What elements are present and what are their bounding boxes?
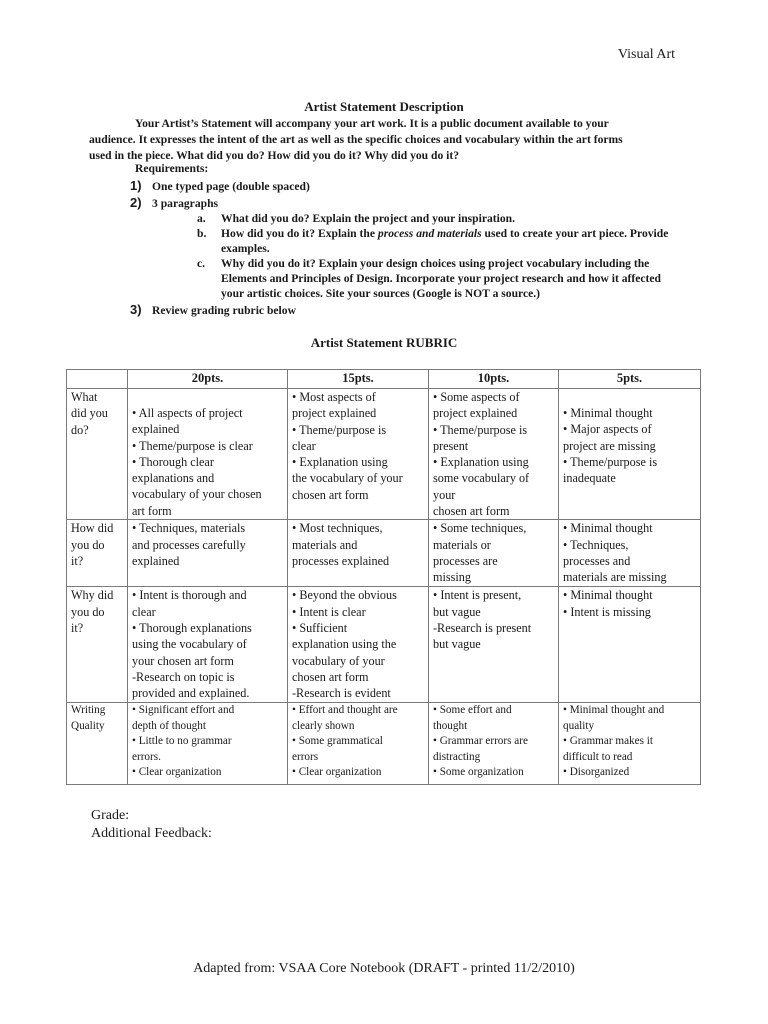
rubric-cell (128, 520, 288, 587)
rubric-cell-line: materials or (433, 537, 491, 552)
sub-requirement-text: How did you do it? Explain the process and materials used to create your art piece. Provide examples. (221, 227, 669, 255)
rubric-cell-line: inadequate (563, 471, 616, 486)
row-label-line: Why did (71, 588, 114, 603)
intro-paragraph (89, 116, 684, 164)
rubric-cell-line: but vague (433, 604, 481, 619)
rubric-row-label (67, 703, 128, 785)
requirement-number: 2) (130, 195, 142, 210)
rubric-title: Artist Statement RUBRIC (310, 335, 458, 350)
rubric-cell (128, 587, 288, 703)
row-label-line: it? (71, 620, 84, 635)
header-subject: Visual Art (617, 47, 675, 62)
row-label-line: What (71, 390, 98, 404)
sub-requirement-c (197, 256, 677, 301)
intro-line: Your Artist’s Statement will accompany your art work. It is a public document available to your (135, 117, 609, 130)
sub-requirement-text: What did you do? Explain the project and your inspiration. (221, 212, 515, 225)
requirement-item (130, 195, 218, 212)
rubric-cell-line: • Some aspects of (433, 390, 520, 404)
rubric-row (67, 703, 701, 785)
rubric-cell-line: materials are missing (563, 570, 667, 585)
rubric-row (67, 520, 701, 587)
rubric-cell-line: -Research on topic is (132, 669, 235, 684)
rubric-row (67, 389, 701, 520)
rubric-cell-line: -Research is evident (292, 686, 391, 701)
rubric-cell-line: provided and explained. (132, 686, 250, 701)
rubric-cell (288, 703, 429, 785)
rubric-cell-line: • Some organization (433, 766, 524, 779)
rubric-cell (559, 389, 701, 520)
row-label-line: How did (71, 521, 114, 536)
rubric-cell-line: • Some effort and (433, 704, 512, 717)
rubric-cell-line: • Minimal thought and (563, 704, 665, 717)
rubric-cell-line: depth of thought (132, 719, 206, 732)
rubric-cell-line: • Thorough clear (132, 454, 214, 469)
rubric-cell (559, 703, 701, 785)
requirement-number: 3) (130, 302, 142, 317)
rubric-cell-line: but vague (433, 637, 481, 652)
rubric-cell-line: clear (292, 438, 316, 453)
rubric-cell-line: vocabulary of your chosen (132, 487, 262, 502)
rubric-cell (559, 520, 701, 587)
rubric-cell-line: quality (563, 719, 595, 732)
feedback-label: Additional Feedback: (91, 826, 212, 841)
rubric-cell-line: • Some techniques, (433, 521, 527, 536)
rubric-header-cell (67, 370, 128, 389)
rubric-cell-line: • Intent is clear (292, 604, 366, 619)
rubric-row-label (67, 389, 128, 520)
row-label-line: do? (71, 422, 89, 437)
row-label-line: Writing (71, 704, 106, 717)
rubric-cell-line: • Minimal thought (563, 521, 653, 536)
rubric-cell-line: explanations and (132, 471, 215, 486)
rubric-cell-line: your chosen art form (132, 653, 234, 668)
rubric-cell-line: • Intent is missing (563, 604, 651, 619)
rubric-header-row (67, 370, 701, 389)
rubric-cell-line: project explained (433, 406, 518, 421)
rubric-cell-line: • Some grammatical (292, 735, 383, 748)
rubric-cell-line: processes are (433, 553, 498, 568)
rubric-cell-line: • Theme/purpose is clear (132, 438, 253, 453)
rubric-cell-line: • Minimal thought (563, 588, 653, 603)
row-label-line: it? (71, 553, 84, 568)
rubric-header-cell: 10pts. (429, 370, 559, 389)
rubric-cell-line: and processes carefully (132, 537, 246, 552)
rubric-cell (429, 703, 559, 785)
rubric-cell-line: • Beyond the obvious (292, 588, 397, 603)
rubric-cell-line: clearly shown (292, 719, 355, 732)
requirement-text: Review grading rubric below (152, 304, 296, 317)
rubric-cell (559, 587, 701, 703)
rubric-cell-line: • Explanation using (292, 455, 388, 470)
requirement-item (130, 178, 310, 195)
row-label-line: you do (71, 537, 105, 552)
grade-label: Grade: (91, 808, 130, 823)
rubric-cell-line: errors. (132, 750, 161, 763)
sub-requirement-letter: b. (197, 227, 207, 240)
sub-requirement-a (197, 211, 677, 226)
rubric-cell-line: • Clear organization (292, 766, 382, 779)
rubric-cell-line: errors (292, 750, 319, 763)
intro-line: used in the piece. What did you do? How did you do it? Why did you do it? (89, 149, 460, 162)
rubric-cell-line: • Intent is thorough and (132, 588, 247, 603)
requirements-label: Requirements: (135, 162, 209, 175)
rubric-cell (288, 389, 429, 520)
rubric-cell-line: • Grammar errors are (433, 735, 528, 748)
rubric-cell-line: art form (132, 503, 172, 518)
rubric-cell-line: • Techniques, (563, 537, 629, 552)
rubric-cell (288, 587, 429, 703)
requirement-number: 1) (130, 178, 142, 193)
rubric-cell-line: • All aspects of project (132, 406, 243, 420)
row-label-line: Quality (71, 719, 105, 732)
sub-requirement-letter: a. (197, 212, 206, 225)
rubric-cell-line: using the vocabulary of (132, 637, 247, 652)
rubric-cell-line: • Significant effort and (132, 704, 235, 717)
rubric-cell-line: • Grammar makes it (563, 735, 653, 748)
rubric-cell-line: • Little to no grammar (132, 735, 232, 748)
rubric-cell (429, 520, 559, 587)
rubric-cell-line: • Most aspects of (292, 390, 376, 404)
rubric-cell-line: • Theme/purpose is (563, 454, 658, 469)
rubric-cell-line: missing (433, 570, 471, 585)
rubric-cell-line: • Sufficient (292, 620, 348, 635)
row-label-line: you do (71, 604, 105, 619)
rubric-cell-line: • Most techniques, (292, 521, 383, 536)
rubric-cell (429, 587, 559, 703)
row-label-line: did you (71, 406, 108, 421)
rubric-cell-line: present (433, 438, 469, 453)
rubric-cell-line: • Techniques, materials (132, 521, 246, 536)
rubric-cell-line: processes and (563, 553, 631, 568)
rubric-cell-line: some vocabulary of your (433, 471, 530, 502)
requirement-text: 3 paragraphs (152, 197, 219, 210)
rubric-cell-line: • Clear organization (132, 766, 222, 779)
rubric-cell (128, 389, 288, 520)
sub-requirement-letter: c. (197, 257, 206, 270)
rubric-cell-line: thought (433, 719, 468, 732)
rubric-cell-line: • Effort and thought are (292, 704, 398, 717)
rubric-cell (288, 520, 429, 587)
rubric-table (66, 369, 701, 785)
rubric-cell-line: • Theme/purpose is (292, 422, 387, 437)
rubric-row-label (67, 520, 128, 587)
rubric-cell-line: explained (132, 553, 180, 568)
rubric-cell-line: materials and (292, 537, 358, 552)
rubric-cell-line: processes explained (292, 553, 390, 568)
rubric-cell-line: chosen art form (433, 504, 510, 519)
intro-line: audience. It expresses the intent of the art as well as the specific choices and vocabulary within the art forms (89, 133, 623, 146)
description-title: Artist Statement Description (304, 99, 464, 114)
requirement-item (130, 302, 296, 319)
rubric-cell (429, 389, 559, 520)
rubric-row (67, 587, 701, 703)
rubric-cell-line: explanation using the (292, 637, 397, 652)
rubric-cell-line: project explained (292, 406, 377, 421)
rubric-row-label (67, 587, 128, 703)
rubric-cell-line: the vocabulary of your (292, 471, 403, 486)
rubric-header-cell: 5pts. (559, 370, 701, 389)
requirement-text: One typed page (double spaced) (152, 180, 310, 193)
rubric-cell (128, 703, 288, 785)
rubric-cell-line: distracting (433, 750, 481, 763)
rubric-cell-line: • Theme/purpose is (433, 422, 528, 437)
rubric-cell-line: • Disorganized (563, 766, 630, 779)
rubric-header-cell: 20pts. (128, 370, 288, 389)
rubric-cell-line: chosen art form (292, 669, 369, 684)
rubric-cell-line: • Major aspects of (563, 422, 652, 437)
sub-requirement-b (197, 226, 677, 256)
rubric-cell-line: • Explanation using (433, 455, 529, 470)
rubric-cell-line: difficult to read (563, 750, 633, 763)
rubric-cell-line: chosen art form (292, 487, 369, 502)
italic-phrase: process and materials (377, 227, 482, 240)
rubric-cell-line: clear (132, 604, 156, 619)
rubric-cell-line: • Intent is present, (433, 588, 522, 603)
sub-requirement-text: Why did you do it? Explain your design choices using project vocabulary including the Elements and Principles of Design. Incorporate your project research and how it affected your artistic choices. Site your sources (Google is NOT a source.) (221, 257, 661, 300)
rubric-cell-line: project are missing (563, 438, 656, 453)
rubric-cell-line: vocabulary of your (292, 653, 385, 668)
rubric-header-cell: 15pts. (288, 370, 429, 389)
rubric-cell-line: • Minimal thought (563, 406, 653, 420)
rubric-cell-line: -Research is present (433, 620, 532, 635)
rubric-cell-line: • Thorough explanations (132, 620, 252, 635)
rubric-cell-line: explained (132, 422, 180, 437)
source-note: Adapted from: VSAA Core Notebook (DRAFT - printed 11/2/2010) (193, 961, 575, 976)
